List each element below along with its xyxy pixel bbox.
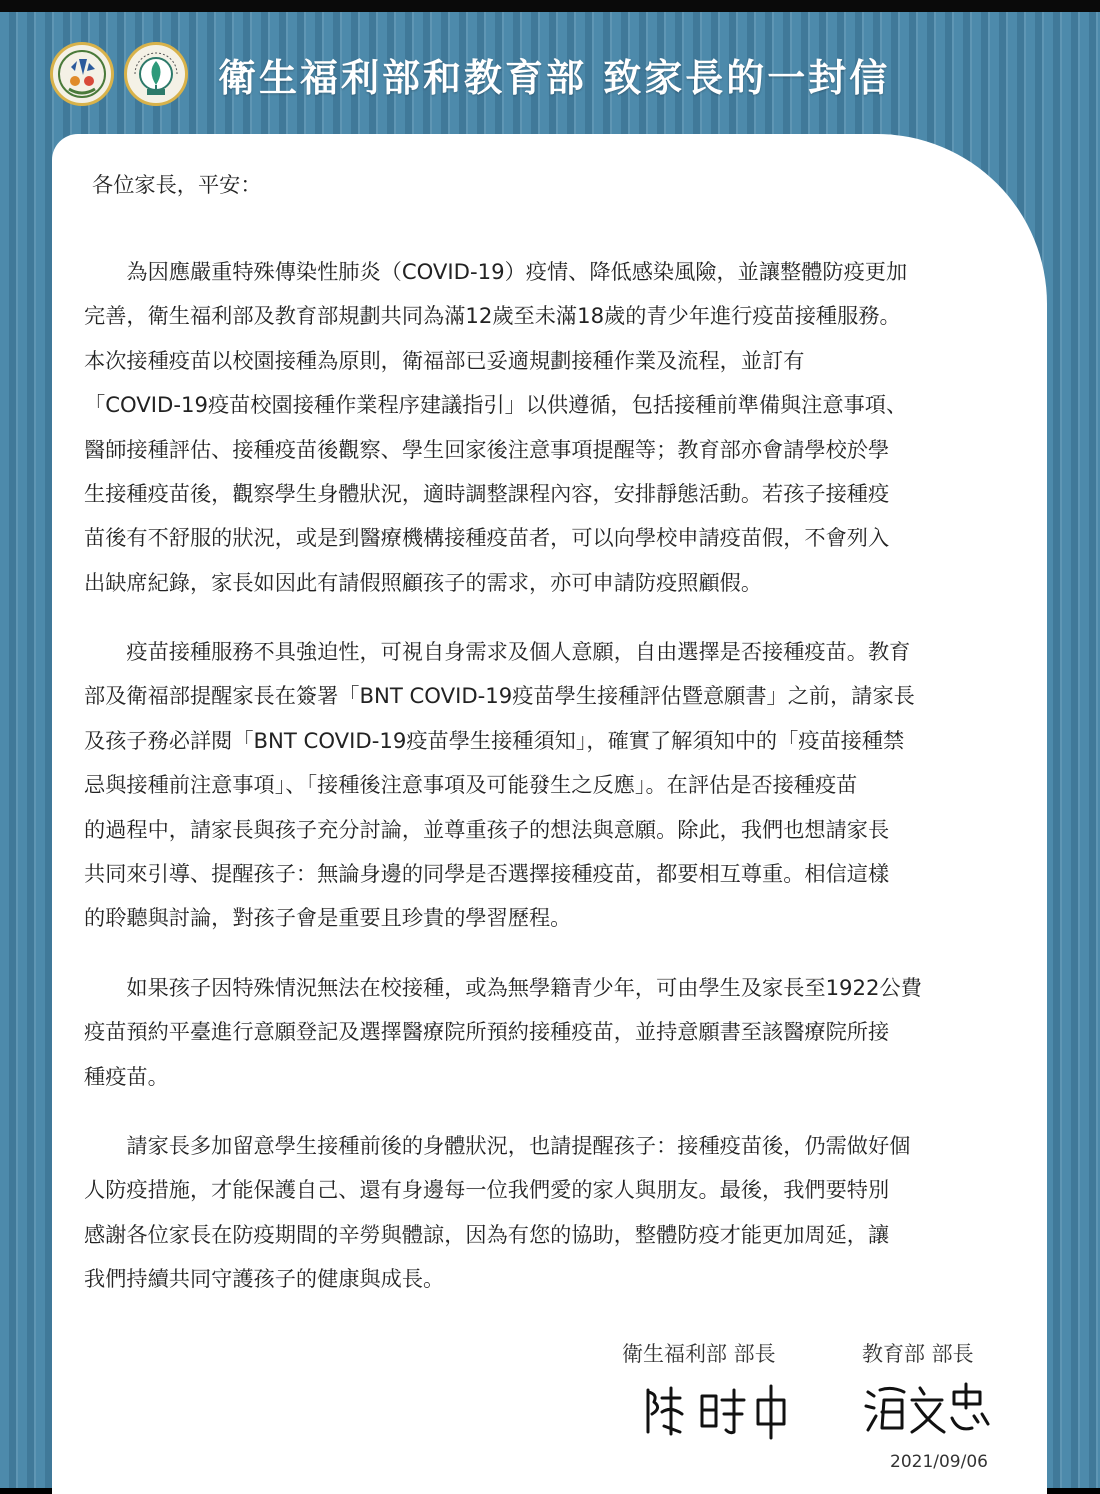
paragraph-line: 出缺席紀錄，家長如因此有請假照顧孩子的需求，亦可申請防疫照顧假。 [84,569,763,595]
letter-greeting: 各位家長，平安： [92,172,262,197]
paragraph-line: 疫苗預約平臺進行意願登記及選擇醫療院所預約接種疫苗，並持意願書至該醫療院所接 [84,1019,890,1045]
paragraph-2 [84,630,915,941]
paragraph-line: 人防疫措施，才能保護自己、還有身邊每一位我們愛的家人與朋友。最後，我們要特別 [84,1177,890,1203]
paragraph-line: 我們持續共同守護孩子的健康與成長。 [84,1266,445,1292]
paragraph-line: 如果孩子因特殊情況無法在校接種，或為無學籍青少年，可由學生及家長至1922公費 [84,975,922,1000]
paragraph-line: 苗後有不舒服的狀況，或是到醫療機構接種疫苗者，可以向學校申請疫苗假，不會列入 [84,525,890,551]
paragraph-line: 為因應嚴重特殊傳染性肺炎（COVID-19）疫情、降低感染風險，並讓整體防疫更加 [84,259,908,284]
moe-logo-icon [124,42,188,106]
paragraph-line: 醫師接種評估、接種疫苗後觀察、學生回家後注意事項提醒等；教育部亦會請學校於學 [84,436,890,462]
moe-minister-label: 教育部 部長 [862,1342,974,1366]
paragraph-line: 完善，衛生福利部及教育部規劃共同為滿12歲至未滿18歲的青少年進行疫苗接種服務。 [84,303,901,329]
header [50,36,890,112]
page-title: 衛生福利部和教育部 致家長的一封信 [218,55,891,100]
paragraph-line: 種疫苗。 [84,1063,169,1089]
paragraph-4 [84,1124,910,1302]
paragraph-line: 請家長多加留意學生接種前後的身體狀況，也請提醒孩子：接種疫苗後，仍需做好個 [84,1133,911,1158]
paragraph-line: 生接種疫苗後，觀察學生身體狀況，適時調整課程內容，安排靜態活動。若孩子接種疫 [84,481,890,507]
top-bar [0,0,1100,12]
paragraph-line: 的聆聽與討論，對孩子會是重要且珍貴的學習歷程。 [84,905,572,931]
letter-date: 2021/09/06 [890,1452,988,1472]
mohw-logo-icon [50,42,114,106]
paragraph-3 [84,966,922,1099]
paragraph-1 [84,250,907,605]
paragraph-line: 部及衛福部提醒家長在簽署「BNT COVID-19疫苗學生接種評估暨意願書」之前，請家長 [84,683,915,709]
paragraph-line: 共同來引導、提醒孩子：無論身邊的同學是否選擇接種疫苗，都要相互尊重。相信這樣 [84,861,890,887]
paragraph-line: 及孩子務必詳閱「BNT COVID-19疫苗學生接種須知」，確實了解須知中的「疫苗接種禁 [84,727,905,753]
paragraph-line: 本次接種疫苗以校園接種為原則，衛福部已妥適規劃接種作業及流程，並訂有 [84,347,805,373]
mohw-signature [640,1380,790,1440]
mohw-minister-label: 衛生福利部 部長 [622,1342,776,1366]
paragraph-line: 疫苗接種服務不具強迫性，可視自身需求及個人意願，自由選擇是否接種疫苗。教育 [84,639,911,664]
paragraph-line: 「COVID-19疫苗校園接種作業程序建議指引」以供遵循，包括接種前準備與注意事項、 [84,392,908,418]
paragraph-line: 感謝各位家長在防疫期間的辛勞與體諒，因為有您的協助，整體防疫才能更加周延，讓 [84,1221,890,1247]
moe-signature [862,1378,992,1438]
paragraph-line: 的過程中，請家長與孩子充分討論，並尊重孩子的想法與意願。除此，我們也想請家長 [84,816,890,842]
paragraph-line: 忌與接種前注意事項」、「接種後注意事項及可能發生之反應」。在評估是否接種疫苗 [84,772,858,798]
